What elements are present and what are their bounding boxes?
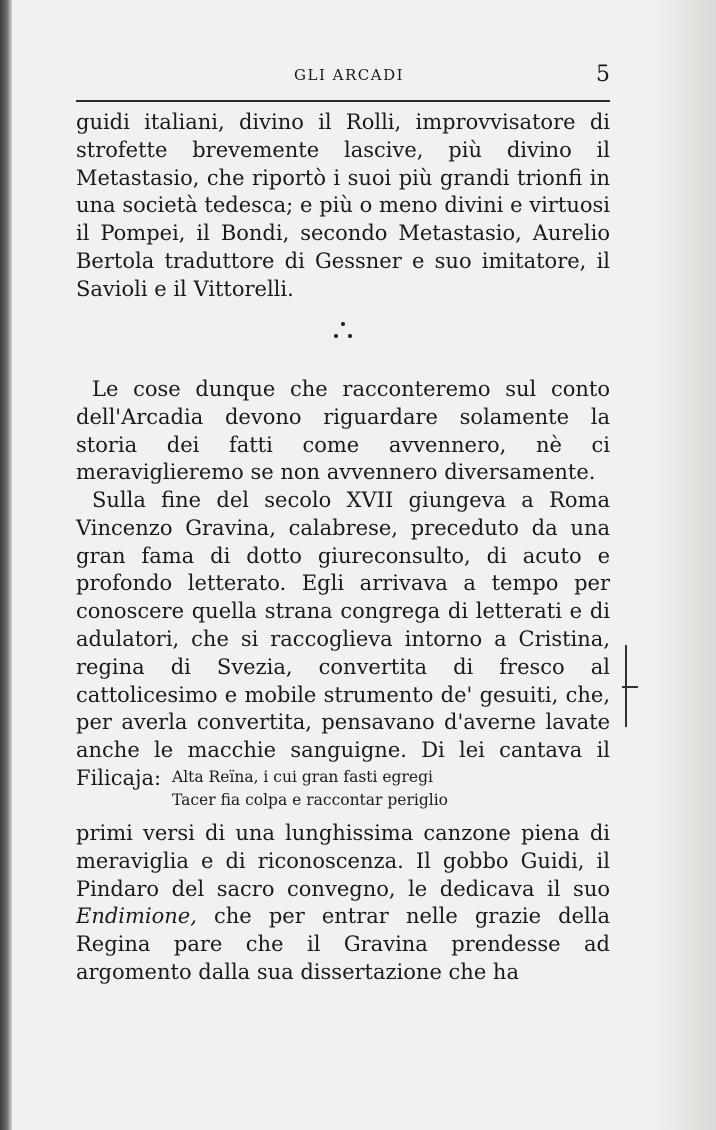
work-title-endimione: Endimione, — [76, 904, 197, 929]
paragraph-3: Sulla fine del secolo XVII giungeva a Roma Vincenzo Gravina, calabrese, preceduto da una gran fama di dotto giureconsulto, di acuto e profondo letterato. Egli arrivava a tempo per conoscere quella strana congrega di letterati e di adulatori, che si raccoglieva intorno a Cristina, regina di Svezia, convertita di fresco al cattolicesimo e mobile strumento de' gesuiti, che, per averla convertita, pensavano d'averne lavate anche le macchie sanguigne. Di lei cantava il Filicaja: — [76, 488, 610, 790]
paragraph-1: guidi italiani, divino il Rolli, improvvisatore di strofette brevemente lascive, più divino il Metastasio, che riportò i suoi più grandi trionfi in una società tedesca; e più o meno divini e virtuosi il Pompei, il Bondi, secondo Metastasio, Aurelio Bertola traduttore di Gessner e suo imitatore, il Savioli e il Vittorelli. — [76, 110, 610, 301]
running-title: GLI ARCADI — [294, 66, 405, 84]
section-separator-dots — [328, 318, 358, 348]
page-number: 5 — [596, 62, 610, 87]
book-gutter-edge — [0, 0, 12, 1130]
verse-quotation — [172, 766, 572, 812]
page-header — [76, 62, 610, 92]
paragraph-2: Le cose dunque che racconteremo sul conto dell'Arcadia devono riguardare solamente la storia dei fatti come avvennero, nè ci meraviglieremo se non avvennero diversamente. — [76, 377, 610, 485]
paragraph-4-text-b: che per entrar nelle grazie della Regina pare che il Gravina prendesse ad argomento dalla sua dissertazione che ha — [76, 904, 610, 984]
paragraph-4-text-a: primi versi di una lunghissima canzone piena di meraviglia e di riconoscenza. Il gobbo Guidi, il Pindaro del sacro convegno, le dedicava il suo — [76, 821, 610, 901]
verse-line-2: Tacer fia colpa e raccontar periglio — [172, 791, 448, 809]
verse-line-1: Alta Reïna, i cui gran fasti egregi — [172, 768, 433, 786]
paragraph-4 — [76, 820, 610, 987]
header-rule — [76, 100, 610, 102]
page-shadow — [656, 0, 716, 1130]
margin-annotation-mark — [622, 645, 638, 727]
